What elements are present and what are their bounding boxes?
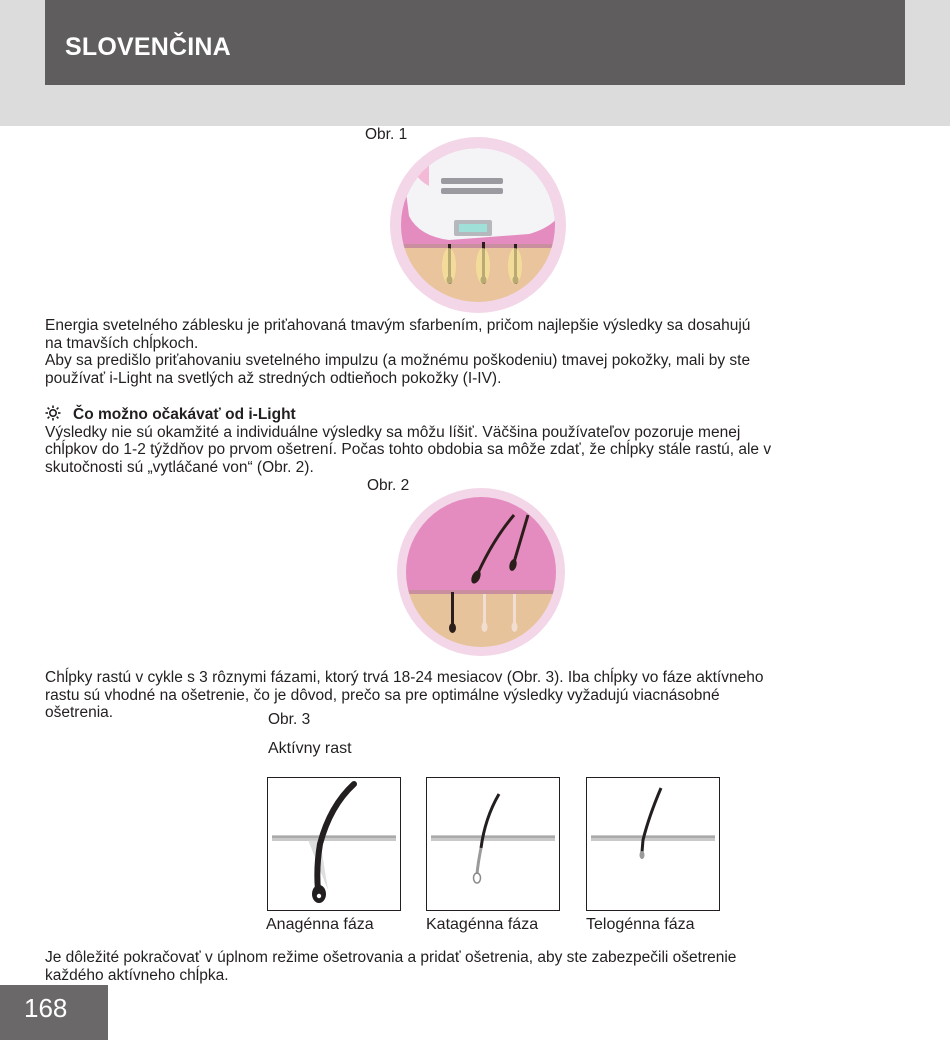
figure1-illustration	[389, 136, 567, 314]
telogen-phase-box	[586, 777, 720, 911]
figure2-caption: Obr. 2	[367, 477, 410, 494]
figure1-caption: Obr. 1	[365, 126, 408, 143]
section-expectations	[45, 405, 915, 476]
katagen-label: Katagénna fáza	[426, 916, 539, 933]
text-line: Je dôležité pokračovať v úplnom režime ošetrovania a pridať ošetrenia, aby ste zabezpečili ošetrenie	[45, 949, 737, 966]
text-line: Výsledky nie sú okamžité a individuálne výsledky sa môžu líšiť. Väčšina používateľov pozoruje menej	[45, 423, 741, 441]
text-line: skutočnosti sú „vytláčané von“ (Obr. 2).	[45, 458, 314, 476]
paragraph-energy	[45, 317, 915, 387]
katagen-phase-box	[426, 777, 560, 911]
anagen-hair-illustration	[268, 778, 400, 910]
text-line: používať i-Light na svetlých až stredných odtieňoch pokožky (I-IV).	[45, 369, 502, 387]
paragraph-hair-cycle	[45, 669, 915, 722]
text-line: chĺpkov do 1-2 týždňov po prvom ošetrení. Počas tohto obdobia sa môže zdať, že chĺpky stále rastú, ale v	[45, 441, 772, 458]
page-number: 168	[24, 993, 68, 1023]
text-line: ošetrenia.	[45, 704, 114, 721]
language-header	[45, 0, 905, 85]
text-line: Aby sa predišlo priťahovaniu svetelného impulzu (a možnému poškodeniu) tmavej pokožky, mali by ste	[45, 352, 751, 369]
text-line: každého aktívneho chĺpka.	[45, 966, 229, 984]
text-line: na tmavších chĺpkoch.	[45, 334, 199, 352]
telogen-hair-illustration	[587, 778, 719, 910]
figure3-subtitle: Aktívny rast	[268, 740, 352, 757]
figure3-caption: Obr. 3	[268, 711, 311, 728]
figure2-illustration	[396, 487, 566, 657]
paragraph-continue	[45, 949, 915, 984]
text-line: rastu sú vhodné na ošetrenie, čo je dôvod, prečo sa pre optimálne výsledky vyžadujú viacnásobné	[45, 686, 720, 704]
telogen-label: Telogénna fáza	[586, 916, 695, 933]
text-line: Chĺpky rastú v cykle s 3 rôznymi fázami, ktorý trvá 18-24 mesiacov (Obr. 3). Iba chĺpky vo fáze aktívneho	[45, 669, 764, 686]
katagen-hair-illustration	[427, 778, 559, 910]
section-heading-text: Čo možno očakávať od i-Light	[73, 406, 296, 423]
sun-icon	[45, 405, 73, 424]
text-line: Energia svetelného záblesku je priťahovaná tmavým sfarbením, pričom najlepšie výsledky sa dosahujú	[45, 317, 751, 334]
page-number-box	[0, 985, 108, 1040]
section-heading	[45, 405, 915, 424]
anagen-label: Anagénna fáza	[266, 916, 374, 933]
language-title: SLOVENČINA	[65, 33, 231, 61]
anagen-phase-box	[267, 777, 401, 911]
